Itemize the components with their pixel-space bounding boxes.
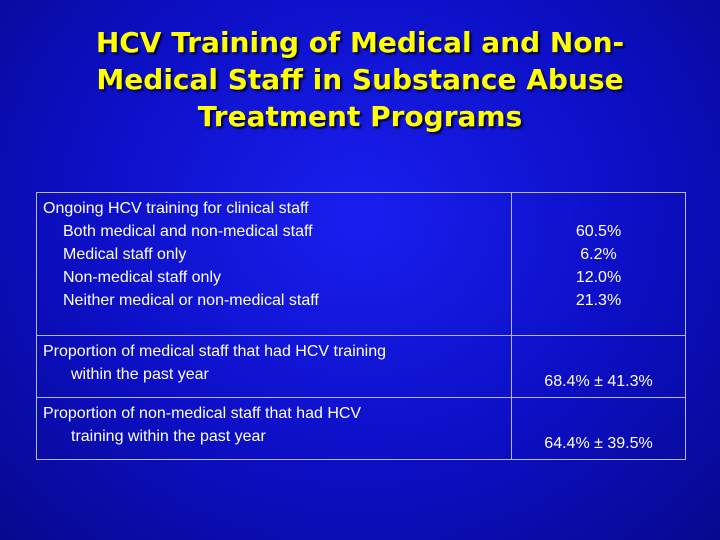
row-value-cell: 68.4% ± 41.3% xyxy=(512,336,686,398)
list-item-value: 6.2% xyxy=(580,246,617,263)
row-label-cell xyxy=(37,193,512,336)
table-row xyxy=(37,193,686,336)
table-row xyxy=(37,336,686,398)
list-item-label: Neither medical or non-medical staff xyxy=(63,292,319,309)
row-value-cell: 64.4% ± 39.5% xyxy=(512,398,686,460)
row-label-line: Proportion of medical staff that had HCV training xyxy=(43,343,386,360)
row-value-cell xyxy=(512,193,686,336)
data-table xyxy=(36,192,686,460)
list-item-value: 21.3% xyxy=(575,292,622,309)
slide-title: HCV Training of Medical and Non-Medical Staff in Substance Abuse Treatment Programs xyxy=(95,26,625,133)
list-item-value: 60.5% xyxy=(575,223,622,240)
row-label-cell xyxy=(37,398,512,460)
list-item-label: Both medical and non-medical staff xyxy=(63,223,313,240)
list-item-label: Non-medical staff only xyxy=(63,269,221,286)
row-heading: Ongoing HCV training for clinical staff xyxy=(43,200,309,217)
row-label-line: training within the past year xyxy=(71,428,266,445)
row-label-cell xyxy=(37,336,512,398)
table-row xyxy=(37,398,686,460)
row-label-line: within the past year xyxy=(71,366,209,383)
list-item-label: Medical staff only xyxy=(63,246,187,263)
row-label-line: Proportion of non-medical staff that had HCV xyxy=(43,405,362,422)
list-item-value: 12.0% xyxy=(575,269,622,286)
